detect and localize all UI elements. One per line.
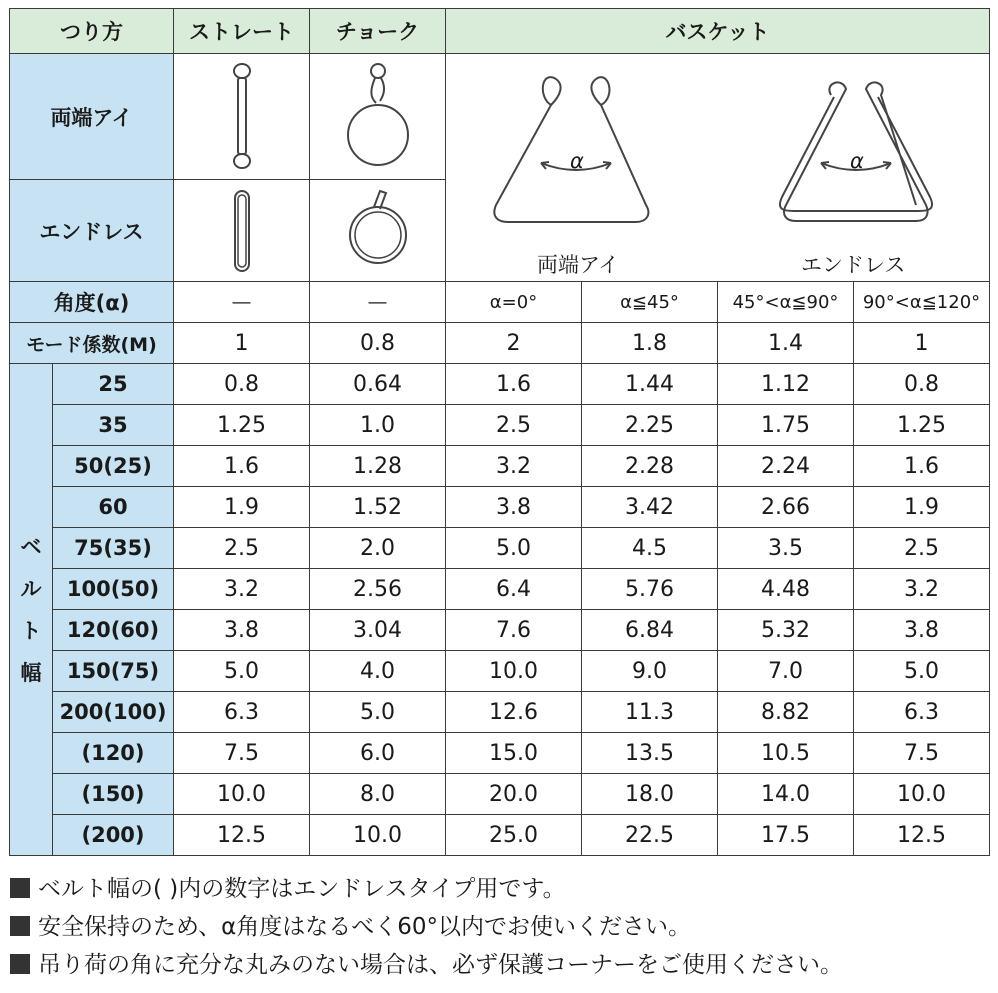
- load-value-cell: 0.64: [310, 364, 446, 405]
- load-value-cell: 3.5: [718, 528, 854, 569]
- note-text: ベルト幅の( )内の数字はエンドレスタイプ用です。: [38, 876, 566, 902]
- load-value-cell: 12.5: [174, 815, 310, 856]
- load-value-cell: 5.0: [174, 651, 310, 692]
- note-item: [10, 870, 995, 908]
- load-value-cell: 2.56: [310, 569, 446, 610]
- angle-label: 角度(α): [10, 282, 174, 323]
- load-value-cell: 3.8: [446, 487, 582, 528]
- load-value-cell: 12.5: [854, 815, 990, 856]
- belt-width-cell: 35: [53, 405, 174, 446]
- choke-eye-icon: [310, 55, 446, 179]
- belt-width-cell: 200(100): [53, 692, 174, 733]
- load-value-cell: 5.32: [718, 610, 854, 651]
- choke-endless-icon: [310, 181, 446, 281]
- header-basket: バスケット: [446, 9, 990, 54]
- belt-width-label: [10, 364, 53, 856]
- load-value-cell: 1.44: [582, 364, 718, 405]
- load-value-cell: 2.24: [718, 446, 854, 487]
- basket-endless-caption: エンドレス: [801, 253, 906, 277]
- load-value-cell: 7.0: [718, 651, 854, 692]
- load-value-cell: 1.9: [174, 487, 310, 528]
- belt-width-label-char: ル: [20, 576, 42, 601]
- mode-label: モード係数(M): [10, 323, 174, 364]
- angle-straight: ―: [174, 282, 310, 323]
- angle-basket-120: 90°<α≦120°: [854, 282, 990, 323]
- load-value-cell: 1.0: [310, 405, 446, 446]
- load-value-cell: 22.5: [582, 815, 718, 856]
- belt-width-label-char: ベ: [20, 534, 42, 559]
- basket-diagrams: [446, 55, 990, 281]
- table-row: [10, 733, 990, 774]
- load-value-cell: 4.48: [718, 569, 854, 610]
- load-value-cell: 2.25: [582, 405, 718, 446]
- load-value-cell: 3.04: [310, 610, 446, 651]
- table-row: [10, 692, 990, 733]
- belt-width-cell: 75(35): [53, 528, 174, 569]
- table-row: [10, 528, 990, 569]
- basket-eye-caption: 両端アイ: [537, 253, 620, 277]
- load-value-cell: 10.0: [174, 774, 310, 815]
- note-item: [10, 946, 995, 984]
- load-value-cell: 18.0: [582, 774, 718, 815]
- header-straight: ストレート: [174, 9, 310, 54]
- load-value-cell: 0.8: [854, 364, 990, 405]
- eye-row: [10, 54, 990, 180]
- note-text: 吊り荷の角に充分な丸みのない場合は、必ず保護コーナーをご使用ください。: [38, 952, 843, 978]
- belt-width-cell: (120): [53, 733, 174, 774]
- bullet-square-icon: [10, 878, 30, 898]
- load-value-cell: 3.8: [174, 610, 310, 651]
- straight-endless-cell: [174, 180, 310, 282]
- load-value-cell: 1.25: [174, 405, 310, 446]
- load-value-cell: 5.76: [582, 569, 718, 610]
- basket-endless-alpha: α: [850, 149, 864, 173]
- load-value-cell: 1.52: [310, 487, 446, 528]
- load-value-cell: 5.0: [854, 651, 990, 692]
- header-row: [10, 9, 990, 54]
- load-value-cell: 0.8: [174, 364, 310, 405]
- load-value-cell: 8.0: [310, 774, 446, 815]
- load-value-cell: 2.5: [174, 528, 310, 569]
- load-value-cell: 2.0: [310, 528, 446, 569]
- load-table: [9, 8, 990, 856]
- load-value-cell: 20.0: [446, 774, 582, 815]
- angle-basket-45: α≦45°: [582, 282, 718, 323]
- belt-width-label-char: 幅: [20, 660, 42, 685]
- load-value-cell: 1.25: [854, 405, 990, 446]
- mode-basket-90: 1.4: [718, 323, 854, 364]
- load-value-cell: 17.5: [718, 815, 854, 856]
- table-row: [10, 774, 990, 815]
- load-value-cell: 6.3: [174, 692, 310, 733]
- header-method: つり方: [10, 9, 174, 54]
- angle-choke: ―: [310, 282, 446, 323]
- table-row: [10, 446, 990, 487]
- note-item: [10, 908, 995, 946]
- mode-choke: 0.8: [310, 323, 446, 364]
- load-value-cell: 5.0: [446, 528, 582, 569]
- belt-width-cell: 120(60): [53, 610, 174, 651]
- mode-basket-0: 2: [446, 323, 582, 364]
- load-value-cell: 12.6: [446, 692, 582, 733]
- belt-width-cell: (150): [53, 774, 174, 815]
- load-value-cell: 7.5: [854, 733, 990, 774]
- note-text: 安全保持のため、α角度はなるべく60°以内でお使いください。: [38, 914, 692, 940]
- load-value-cell: 4.0: [310, 651, 446, 692]
- table-row: [10, 815, 990, 856]
- load-value-cell: 6.84: [582, 610, 718, 651]
- sling-type-endless: エンドレス: [10, 180, 174, 282]
- basket-diagram-cell: [446, 54, 990, 282]
- load-value-cell: 10.0: [854, 774, 990, 815]
- load-value-cell: 1.6: [174, 446, 310, 487]
- table-row: [10, 569, 990, 610]
- mode-basket-45: 1.8: [582, 323, 718, 364]
- table-row: [10, 487, 990, 528]
- belt-width-cell: 50(25): [53, 446, 174, 487]
- load-value-cell: 2.66: [718, 487, 854, 528]
- load-value-cell: 7.5: [174, 733, 310, 774]
- load-value-cell: 1.12: [718, 364, 854, 405]
- bullet-square-icon: [10, 954, 30, 974]
- load-value-cell: 4.5: [582, 528, 718, 569]
- load-value-cell: 14.0: [718, 774, 854, 815]
- angle-basket-0: α=0°: [446, 282, 582, 323]
- load-value-cell: 10.5: [718, 733, 854, 774]
- load-value-cell: 6.4: [446, 569, 582, 610]
- load-value-cell: 25.0: [446, 815, 582, 856]
- load-value-cell: 3.42: [582, 487, 718, 528]
- load-value-cell: 2.28: [582, 446, 718, 487]
- load-value-cell: 1.6: [446, 364, 582, 405]
- mode-row: [10, 323, 990, 364]
- table-row: [10, 610, 990, 651]
- straight-endless-icon: [174, 181, 310, 281]
- load-value-cell: 3.2: [174, 569, 310, 610]
- table-row: [10, 651, 990, 692]
- load-value-cell: 3.8: [854, 610, 990, 651]
- bullet-square-icon: [10, 916, 30, 936]
- belt-width-cell: 100(50): [53, 569, 174, 610]
- mode-straight: 1: [174, 323, 310, 364]
- load-value-cell: 3.2: [446, 446, 582, 487]
- notes: [10, 870, 995, 984]
- belt-width-cell: 150(75): [53, 651, 174, 692]
- load-value-cell: 7.6: [446, 610, 582, 651]
- load-value-cell: 1.6: [854, 446, 990, 487]
- load-value-cell: 2.5: [854, 528, 990, 569]
- load-value-cell: 11.3: [582, 692, 718, 733]
- belt-width-cell: (200): [53, 815, 174, 856]
- belt-width-cell: 60: [53, 487, 174, 528]
- choke-endless-cell: [310, 180, 446, 282]
- table-row: [10, 364, 990, 405]
- load-value-cell: 9.0: [582, 651, 718, 692]
- straight-eye-cell: [174, 54, 310, 180]
- load-value-cell: 6.3: [854, 692, 990, 733]
- load-value-cell: 15.0: [446, 733, 582, 774]
- basket-eye-alpha: α: [570, 149, 584, 173]
- load-value-cell: 10.0: [310, 815, 446, 856]
- table-row: [10, 405, 990, 446]
- header-choke: チョーク: [310, 9, 446, 54]
- angle-row: [10, 282, 990, 323]
- belt-width-cell: 25: [53, 364, 174, 405]
- mode-basket-120: 1: [854, 323, 990, 364]
- load-value-cell: 3.2: [854, 569, 990, 610]
- load-value-cell: 8.82: [718, 692, 854, 733]
- sling-type-eye: 両端アイ: [10, 54, 174, 180]
- choke-eye-cell: [310, 54, 446, 180]
- load-value-cell: 6.0: [310, 733, 446, 774]
- belt-width-label-char: ト: [20, 618, 42, 643]
- load-value-cell: 1.9: [854, 487, 990, 528]
- load-value-cell: 1.75: [718, 405, 854, 446]
- angle-basket-90: 45°<α≦90°: [718, 282, 854, 323]
- load-value-cell: 1.28: [310, 446, 446, 487]
- load-value-cell: 2.5: [446, 405, 582, 446]
- load-value-cell: 13.5: [582, 733, 718, 774]
- load-value-cell: 10.0: [446, 651, 582, 692]
- straight-eye-icon: [174, 55, 310, 179]
- load-value-cell: 5.0: [310, 692, 446, 733]
